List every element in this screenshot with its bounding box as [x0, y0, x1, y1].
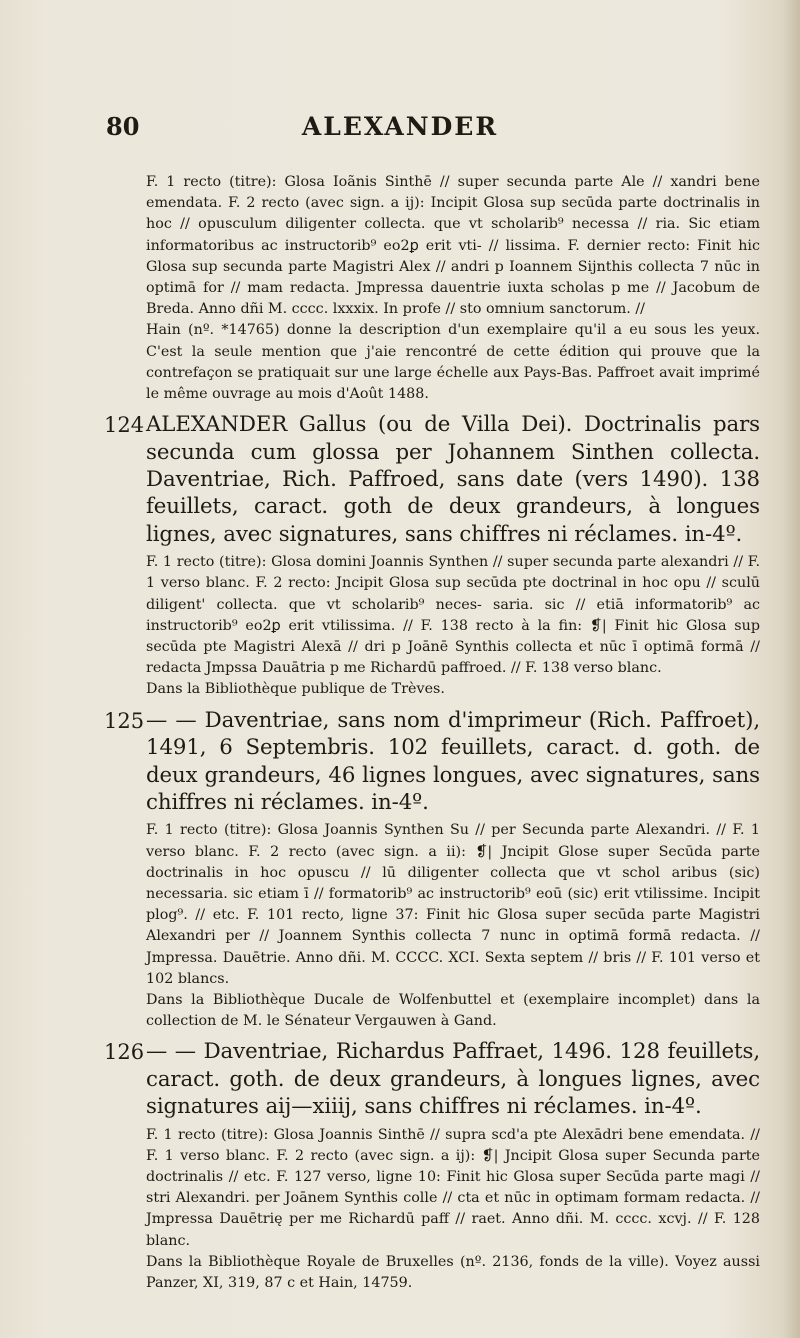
continuation-note: Hain (nº. *14765) donne la description d'un exemplaire qu'il a eu sous les yeux. C'est la seule mention que j'aie rencontré de cette édition qui prouve que la contrefaçon se pratiquait sur une large échelle aux Pays-Bas. Paffroet avait imprimé le même ouvrage au mois d'Août 1488.	[146, 322, 760, 403]
entry-title: — — Daventriae, sans nom d'imprimeur (Rich. Paffroet), 1491, 6 Septembris. 102 feuillets, caract. d. goth. de deux grandeurs, 46 lignes longues, avec signatures, sans chiffres ni réclames. in-4º.	[146, 707, 760, 815]
entry-126	[106, 1038, 760, 1294]
page-header	[0, 112, 800, 148]
page-number: 80	[106, 112, 140, 141]
entry-number: 125	[104, 708, 145, 733]
entry-125	[106, 707, 760, 1033]
entry-title: ALEXANDER Gallus (ou de Villa Dei). Doctrinalis pars secunda cum glossa per Johannem Sinthen collecta. Daventriae, Rich. Paffroed, sans date (vers 1490). 138 feuillets, caract. goth de deux grandeurs, à longues lignes, avec signatures, sans chiffres ni réclames. in-4º.	[146, 412, 760, 547]
entry-description: F. 1 recto (titre): Glosa Joannis Synthen Su // per Secunda parte Alexandri. // F. 1 verso blanc. F. 2 recto (avec sign. a ii): ❡| Jncipit Glose super Secūda parte doctrinalis in hoc opuscu // lū diligenter collecta que vt schol aribus (sic) necessaria. sic etiam ī // formatorib⁹ ac instructorib⁹ eoū (sic) erit vtilissime. Incipit plog⁹. // etc. F. 101 recto, ligne 37: Finit hic Glosa super secūda parte Magistri Alexandri per // Joannem Synthis collecta 7 nunc in optimā formā redacta. // Jmpressa. Dauētrie. Anno dñi. M. CCCC. XCI. Sexta septem // bris // F. 101 verso et 102 blancs.	[146, 822, 760, 987]
entry-title: — — Daventriae, Richardus Paffraet, 1496. 128 feuillets, caract. goth. de deux grandeurs, à longues lignes, avec signatures aij—xiiij, sans chiffres ni réclames. in-4º.	[146, 1039, 760, 1120]
entry-number: 124	[104, 413, 145, 438]
entry-number: 126	[104, 1040, 145, 1065]
running-title: ALEXANDER	[301, 112, 499, 141]
entry-location: Dans la Bibliothèque Royale de Bruxelles (nº. 2136, fonds de la ville). Voyez aussi Panzer, XI, 319, 87 c et Hain, 14759.	[146, 1253, 760, 1291]
entry-description: F. 1 recto (titre): Glosa domini Joannis Synthen // super secunda parte alexandri // F. 1 verso blanc. F. 2 recto: Jncipit Glosa sup secūda pte doctrinal in hoc opu // sculū diligent' collecta. que vt scholarib⁹ neces- saria. sic // etiā informatorib⁹ ac instructorib⁹ eo2ꝑ erit vtilissima. // F. 138 recto à la fin: ❡| Finit hic Glosa sup secūda pte Magistri Alexā // dri p Joānē Synthis collecta et nūc ī optimā formā // redacta Jmpssa Dauātria p me Richardū paffroed. // F. 138 verso blanc.	[146, 554, 760, 677]
entry-location: Dans la Bibliothèque Ducale de Wolfenbuttel et (exemplaire incomplet) dans la collection de M. le Sénateur Vergauwen à Gand.	[146, 991, 760, 1030]
continuation-description: F. 1 recto (titre): Glosa Ioãnis Sinthē // super secunda parte Ale // xandri bene emendata. F. 2 recto (avec sign. a ij): Incipit Glosa sup secūda parte doctrinalis in hoc // opusculum diligenter collecta. que vt scholarib⁹ necessa // ria. Sic etiam informatoribus ac instructorib⁹ eo2ꝑ erit vti- // lissima. F. dernier recto: Finit hic Glosa sup secunda parte Magistri Alex // andri p Ioannem Sijnthis collecta 7 nūc in optimā for // mam redacta. Jmpressa dauentrie iuxta scholas p me // Jacobum de Breda. Anno dñi M. cccc. lxxxix. In profe // sto omnium sanctorum. //	[146, 174, 760, 318]
continuation-block	[106, 172, 760, 405]
entry-description: F. 1 recto (titre): Glosa Joannis Sinthē // supra scd'a pte Alexādri bene emendata. // F. 1 verso blanc. F. 2 recto (avec sign. a ij): ❡| Jncipit Glosa super Secunda parte doctrinalis // etc. F. 127 verso, ligne 10: Finit hic Glosa super Secūda parte magi // stri Alexandri. per Joānem Synthis colle // cta et nūc in optimam formam redacta. // Jmpressa Dauētrię per me Richardū paff // raet. Anno dñi. M. cccc. xcvj. // F. 128 blanc.	[146, 1126, 760, 1249]
page-edge-shadow	[782, 0, 800, 1338]
page-content	[106, 172, 760, 1294]
entry-124	[106, 411, 760, 700]
entry-location: Dans la Bibliothèque publique de Trèves.	[146, 681, 445, 698]
